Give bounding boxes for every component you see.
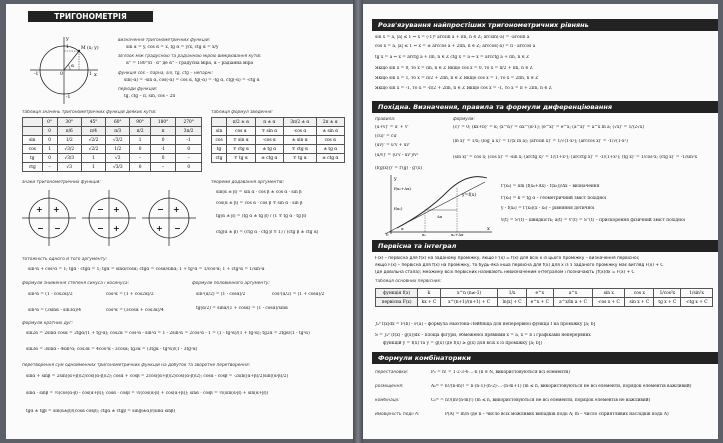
values-table	[22, 117, 202, 172]
addition-formula: cos(α ± β) = cos α · cos β ∓ sin α · sin β	[216, 201, 303, 206]
sum-formula: sinα · sinβ = ½(cos(α-β) - cos(α+β)); cosα · cosβ = ½(cos(α-β) + cos(α+β)); sinα · cosβ = ½(sin(α-β) + sin(α+β))	[26, 391, 269, 396]
table-row: π/2 ± α π ± α 3π/2 ± α 2π ± α	[212, 118, 345, 127]
values-table-title: таблиця значень тригонометричних функцій деяких кутів:	[22, 110, 157, 115]
signs-title: знаки тригонометричних функцій:	[22, 180, 101, 185]
addition-formula: tg(α ± β) = (tg α ± tg β) / (1 ∓ tg α · tg β)	[216, 214, 307, 219]
half-formula: cos²(α/2) = (1 + cosα)/2	[272, 292, 325, 297]
power-formula: cos³α = (3cosα + cos3α)/4	[106, 308, 164, 313]
book-spine	[353, 0, 363, 443]
svg-text:−: −	[97, 205, 104, 214]
table-row: функція f(x) k x^n (n≠-1) 1/x e^x a^x sin x cos x 1/cos²x 1/sin²x	[376, 289, 713, 298]
parity-formula: sin(-α) = -sin α, cos(-α) = cos α, tg(-α) = -tg α, ctg(-α) = -ctg α	[124, 78, 260, 83]
combinatorics-formula: P(A) = m/n (де n – число всіх можливих випадків події A; m – число сприятливих наслідків події A)	[445, 412, 669, 417]
table-row: ctg – √3 1 √3/3 0 – 0	[23, 163, 202, 172]
svg-text:-1: -1	[34, 72, 39, 77]
right-page	[363, 4, 718, 439]
reduction-table	[211, 117, 345, 163]
half-formula: sin²(α/2) = (1 - cosα)/2	[196, 292, 246, 297]
power-title: формули зниження степеня синуса і косинуса:	[22, 281, 130, 286]
svg-text:α: α	[71, 64, 75, 69]
rule-formula: (uv)' = u'v + uv'	[375, 143, 411, 148]
table-row: sin 0 1/2 √2/2 √3/2 1 0 -1	[23, 136, 202, 145]
prim-table-title: таблиця основних первісних:	[375, 279, 442, 284]
circle-point-label: M (x; y)	[81, 46, 99, 51]
svg-text:+: +	[113, 224, 120, 233]
sum-formula: tgα ± tgβ = sin(α±β)/(cosα cosβ); ctgα ± ctgβ = sin(β±α)/(sinα sinβ)	[26, 409, 176, 414]
table-row: sin cos α ∓ sin α -cos α ± sin α	[212, 127, 345, 136]
multiple-formula: sin3α = 3sinα - 4sin³α; cos3α = 4cos³α - 3cosα; tg3α = (3tgα - tg³α)/(1 - 3tg²α)	[26, 347, 198, 352]
svg-text:−: −	[97, 224, 104, 233]
defs-title: визначення тригонометричних функцій:	[118, 38, 211, 43]
section-header: Формули комбінаторики	[372, 352, 718, 364]
period-title: періоди функцій:	[118, 87, 158, 92]
radian-formula: α° = 180°/π · α° де α° – градусна міра, α – радіанна міра	[126, 61, 254, 66]
svg-text:x: x	[94, 72, 97, 78]
addition-formula: sin(α ± β) = sin α · cos β ± cos α · sin β	[216, 190, 302, 195]
derivative-formula: (c)' = 0; (kx+b)' = k; (x^α)' = αx^(α-1); (e^x)' = e^x; (a^x)' = a^x ln a; (√x)' = 1/(2√x)	[453, 125, 645, 130]
derivative-graph	[377, 172, 495, 236]
table-row: ctg ∓ tg α ± ctg α ∓ tg α ± ctg α	[212, 154, 345, 163]
section-header: Первісна та інтеграл	[372, 240, 718, 252]
derivative-formula: (sin x)' = cos x; (cos x)' = -sin x; (arctg x)' = 1/(1+x²); (arcctg x)' = -1/(1+x²); (tg x)' = 1/cos²x; (ctg x)' = -1/sin²x	[453, 155, 698, 160]
integral-text: функцій y = f(x) та y = g(x) (де f(x) ≥ g(x) для всіх x із проміжку [a; b])	[383, 341, 542, 346]
combinatorics-formula: Pₙ = n! = 1·2·3·4·...·n (n ∈ N, використовуються всі елементи)	[431, 370, 570, 375]
sum-title: перетворення сум однойменних тригонометричних функцій на добуток та зворотне перетворення:	[22, 363, 251, 368]
multiple-formula: sin2α = 2sinα cosα = 2tgα/(1 + tg²α); cos2α = cos²α - sin²α = 1 - 2sin²α = 2cos²α - 1 = (1 - tg²α)/(1 + tg²α); tg2α = 2tgα/(1 - tg²α)	[26, 331, 310, 336]
identity-formula: sin²α + cos²α = 1; tgα · ctgα = 1; tgα = sinα/cosα; ctgα = cosα/sinα; 1 + tg²α = 1/cos²α; 1 + ctg²α = 1/sin²α	[28, 267, 265, 272]
antiderivative-text: якщо F(x) – первісна для f(x) на проміжку, то будь-яка інша первісна для f(x) для x із з заданого проміжку має вигляд F(x) + C	[375, 263, 664, 268]
derivative-note: f'(x₀) = k = tg α – геометричний зміст похідної	[501, 196, 607, 201]
derivative-note: v(t) = S'(t) – швидкість; a(t) = v'(t) = S''(t) – прискорення фізичний зміст похідної	[501, 218, 686, 223]
equation-line: Якщо sin x = 0, то x = πn, n ∈ Z Якщо cos x = 0, то x = π/2 + πn, n ∈ Z	[375, 66, 533, 71]
integral-text: S = ∫ₐᵇ (f(x) - g(x))dx – площа фігури, обмеженої прямими x = a, x = b і графіками неперервних	[375, 333, 591, 338]
addition-title: теореми додавання аргументів:	[211, 180, 285, 185]
table-row: tg ∓ ctg α ± tg α ∓ ctg α ± tg α	[212, 145, 345, 154]
svg-text:−: −	[174, 224, 181, 233]
svg-text:−: −	[37, 224, 44, 233]
period-formula: tg, ctg – π, sin, cos – 2π	[124, 94, 176, 99]
equation-line: sin x = a, |a| ≤ 1 ⇔ x = (-1)ⁿ arcsin a + πn, n ∈ Z; arcsin(-a) = -arcsin a	[375, 35, 530, 40]
equation-line: Якщо sin x = -1, то x = -π/2 + 2πn, n ∈ Z Якщо cos x = -1, то x = π + 2πn, n ∈ Z	[375, 86, 552, 91]
defs-formula: sin α = y, cos α = x, tg α = y/x, ctg α = x/y	[126, 45, 219, 50]
combinatorics-label: розміщення:	[375, 384, 404, 389]
rule-formula: (cu)' = cu'	[375, 134, 398, 139]
combinatorics-label: комбінації:	[375, 398, 400, 403]
power-formula: sin³α = (3sinα - sin3α)/4	[28, 308, 81, 313]
power-formula: sin²α = (1 - cos2α)/2	[28, 292, 73, 297]
table-row: первісна F(x) kx + C x^(n+1)/(n+1) + C ln|x| + C e^x + C a^x/ln a + C -cos x + C sin x + C tg x + C -ctg x + C	[376, 298, 713, 307]
formulas-label: формули:	[453, 117, 475, 122]
svg-text:−: −	[157, 205, 164, 214]
svg-text:y: y	[394, 176, 397, 182]
antiderivative-text: (де довільна стала); множину всіх первісних називають невизначеним інтегралом і позначають ∫f(x)dx = F(x) + C	[375, 270, 635, 275]
svg-text:α: α	[401, 226, 404, 231]
combinatorics-formula: Cₙᵐ = n!/(m!(n-m)!) (m ≤ n, використовуються не всі елементи, порядок елементів не важливий)	[431, 398, 651, 403]
equation-line: tg x = a ⇔ x = arctg a + πn, n ∈ Z ctg x = a ⇔ x = arcctg a + πn, n ∈ Z	[375, 55, 530, 60]
svg-text:x₀: x₀	[422, 232, 426, 236]
svg-text:f(x₀+Δx): f(x₀+Δx)	[394, 186, 411, 191]
svg-text:+: +	[113, 205, 120, 214]
rules-label: правила:	[375, 117, 396, 122]
equation-line: Якщо sin x = 1, то x = π/2 + 2πn, n ∈ Z Якщо cos x = 1, то x = 2πn, n ∈ Z	[375, 76, 539, 81]
signs-diagrams	[20, 188, 196, 250]
derivative-note: f'(x₀) = lim (f(x₀+Δx) - f(x₀))/Δx – визначення	[501, 184, 600, 189]
svg-text:0: 0	[386, 232, 389, 236]
table-row: tg 0 √3/3 1 √3 – 0 –	[23, 154, 202, 163]
addition-formula: ctg(α ± β) = (ctg α · ctg β ∓ 1) / (ctg β ± ctg α)	[216, 230, 319, 235]
rule-formula: (f(g(x)))' = f'(g) · g'(x)	[375, 166, 423, 171]
parity-title: функція cos – парна, sin, tg, ctg – непарні:	[118, 71, 213, 76]
svg-text:−: −	[54, 224, 61, 233]
svg-text:+: +	[156, 224, 163, 233]
svg-text:+: +	[36, 205, 43, 214]
svg-text:-1: -1	[66, 95, 71, 100]
table-row: 0° 30° 45° 60° 90° 180° 270°	[23, 118, 202, 127]
svg-text:y: y	[66, 36, 69, 42]
derivative-note: y - f(x₀) = f'(x₀)(x - x₀) – рівняння дотичної	[501, 206, 595, 211]
derivative-formula: (ln x)' = 1/x; (log_a x)' = 1/(x ln a); (arcsin x)' = 1/√(1-x²); (arccos x)' = -1/√(1-x²)	[453, 139, 628, 144]
unit-circle-diagram	[26, 34, 101, 106]
half-formula: tg(α/2) = sinα/(1 + cosα) = (1 - cosα)/sinα	[196, 306, 288, 311]
rule-formula: (u/v)' = (u'v - uv')/v²	[375, 153, 419, 158]
section-header: Похідна. Визначення, правила та формули диференціювання	[372, 101, 718, 113]
sum-formula: sinα + sinβ = 2sin((α+β)/2)cos((α-β)/2); cosα + cosβ = 2cos((α+β)/2)cos((α-β)/2); cosα - cosβ = -2sin((α+β)/2)sin((α-β)/2)	[26, 374, 289, 379]
multiple-title: формули кратних дуг:	[22, 321, 73, 326]
svg-text:+: +	[53, 205, 60, 214]
rule-formula: (u+v)' = u' + v'	[375, 125, 409, 130]
page-title: ТРИГОНОМЕТРІЯ	[28, 11, 153, 22]
power-formula: cos²α = (1 + cos2α)/2	[106, 292, 154, 297]
identity-title: тотожність одного й того аргументу:	[22, 257, 108, 262]
svg-text:0: 0	[60, 72, 63, 77]
svg-text:Δx: Δx	[437, 214, 443, 219]
svg-text:1: 1	[66, 45, 69, 50]
antiderivative-text: F(x) – первісна для f(x) на заданому проміжку, якщо F'(x) = f(x) для всіх x із цього проміжку – визначення первісної;	[375, 256, 640, 261]
section-header: Розв'язування найпростіших тригонометричних рівнянь	[372, 19, 718, 31]
combinatorics-formula: Aₙᵐ = n!/(n-m)! = n·(n-1)·(n-2)·...·(n-m+1) (m ≤ n, використовуються не всі елементи, порядок елементів важливий)	[431, 384, 692, 389]
half-title: формули половинного аргументу:	[192, 281, 270, 286]
svg-text:+: +	[173, 205, 180, 214]
table-row: 0 π/6 π/4 π/3 π/2 π 3π/2	[23, 127, 202, 136]
reduction-table-title: таблиця формул зведення:	[211, 110, 273, 115]
combinatorics-label: ймовірність події A:	[375, 412, 420, 417]
svg-text:y=f(x): y=f(x)	[462, 193, 477, 198]
table-row: cos 1 √3/2 √2/2 1/2 0 -1 0	[23, 145, 202, 154]
combinatorics-label: перестановки:	[375, 370, 409, 375]
left-page	[6, 4, 353, 439]
equation-line: cos x = a, |a| ≤ 1 ⇔ x = ± arccos a + 2πn, n ∈ Z; arccos(-a) = π - arccos a	[375, 44, 536, 49]
svg-text:x: x	[487, 226, 490, 232]
antiderivative-table	[375, 288, 713, 307]
table-row: cos ∓ sin α -cos α ± sin α cos α	[212, 136, 345, 145]
integral-text: ∫ₐᵇ f(x)dx = F(b) - F(a) – формула Ньютона-Лейбніца для неперервної функції f на проміжку [a; b]	[375, 322, 596, 327]
svg-text:f(x₀): f(x₀)	[394, 206, 403, 211]
svg-text:x₀+Δx: x₀+Δx	[451, 232, 464, 236]
radian-title: зв'язок між градусною та радіанною мірою вимірювання кутів:	[118, 54, 262, 59]
svg-text:1: 1	[89, 72, 92, 77]
